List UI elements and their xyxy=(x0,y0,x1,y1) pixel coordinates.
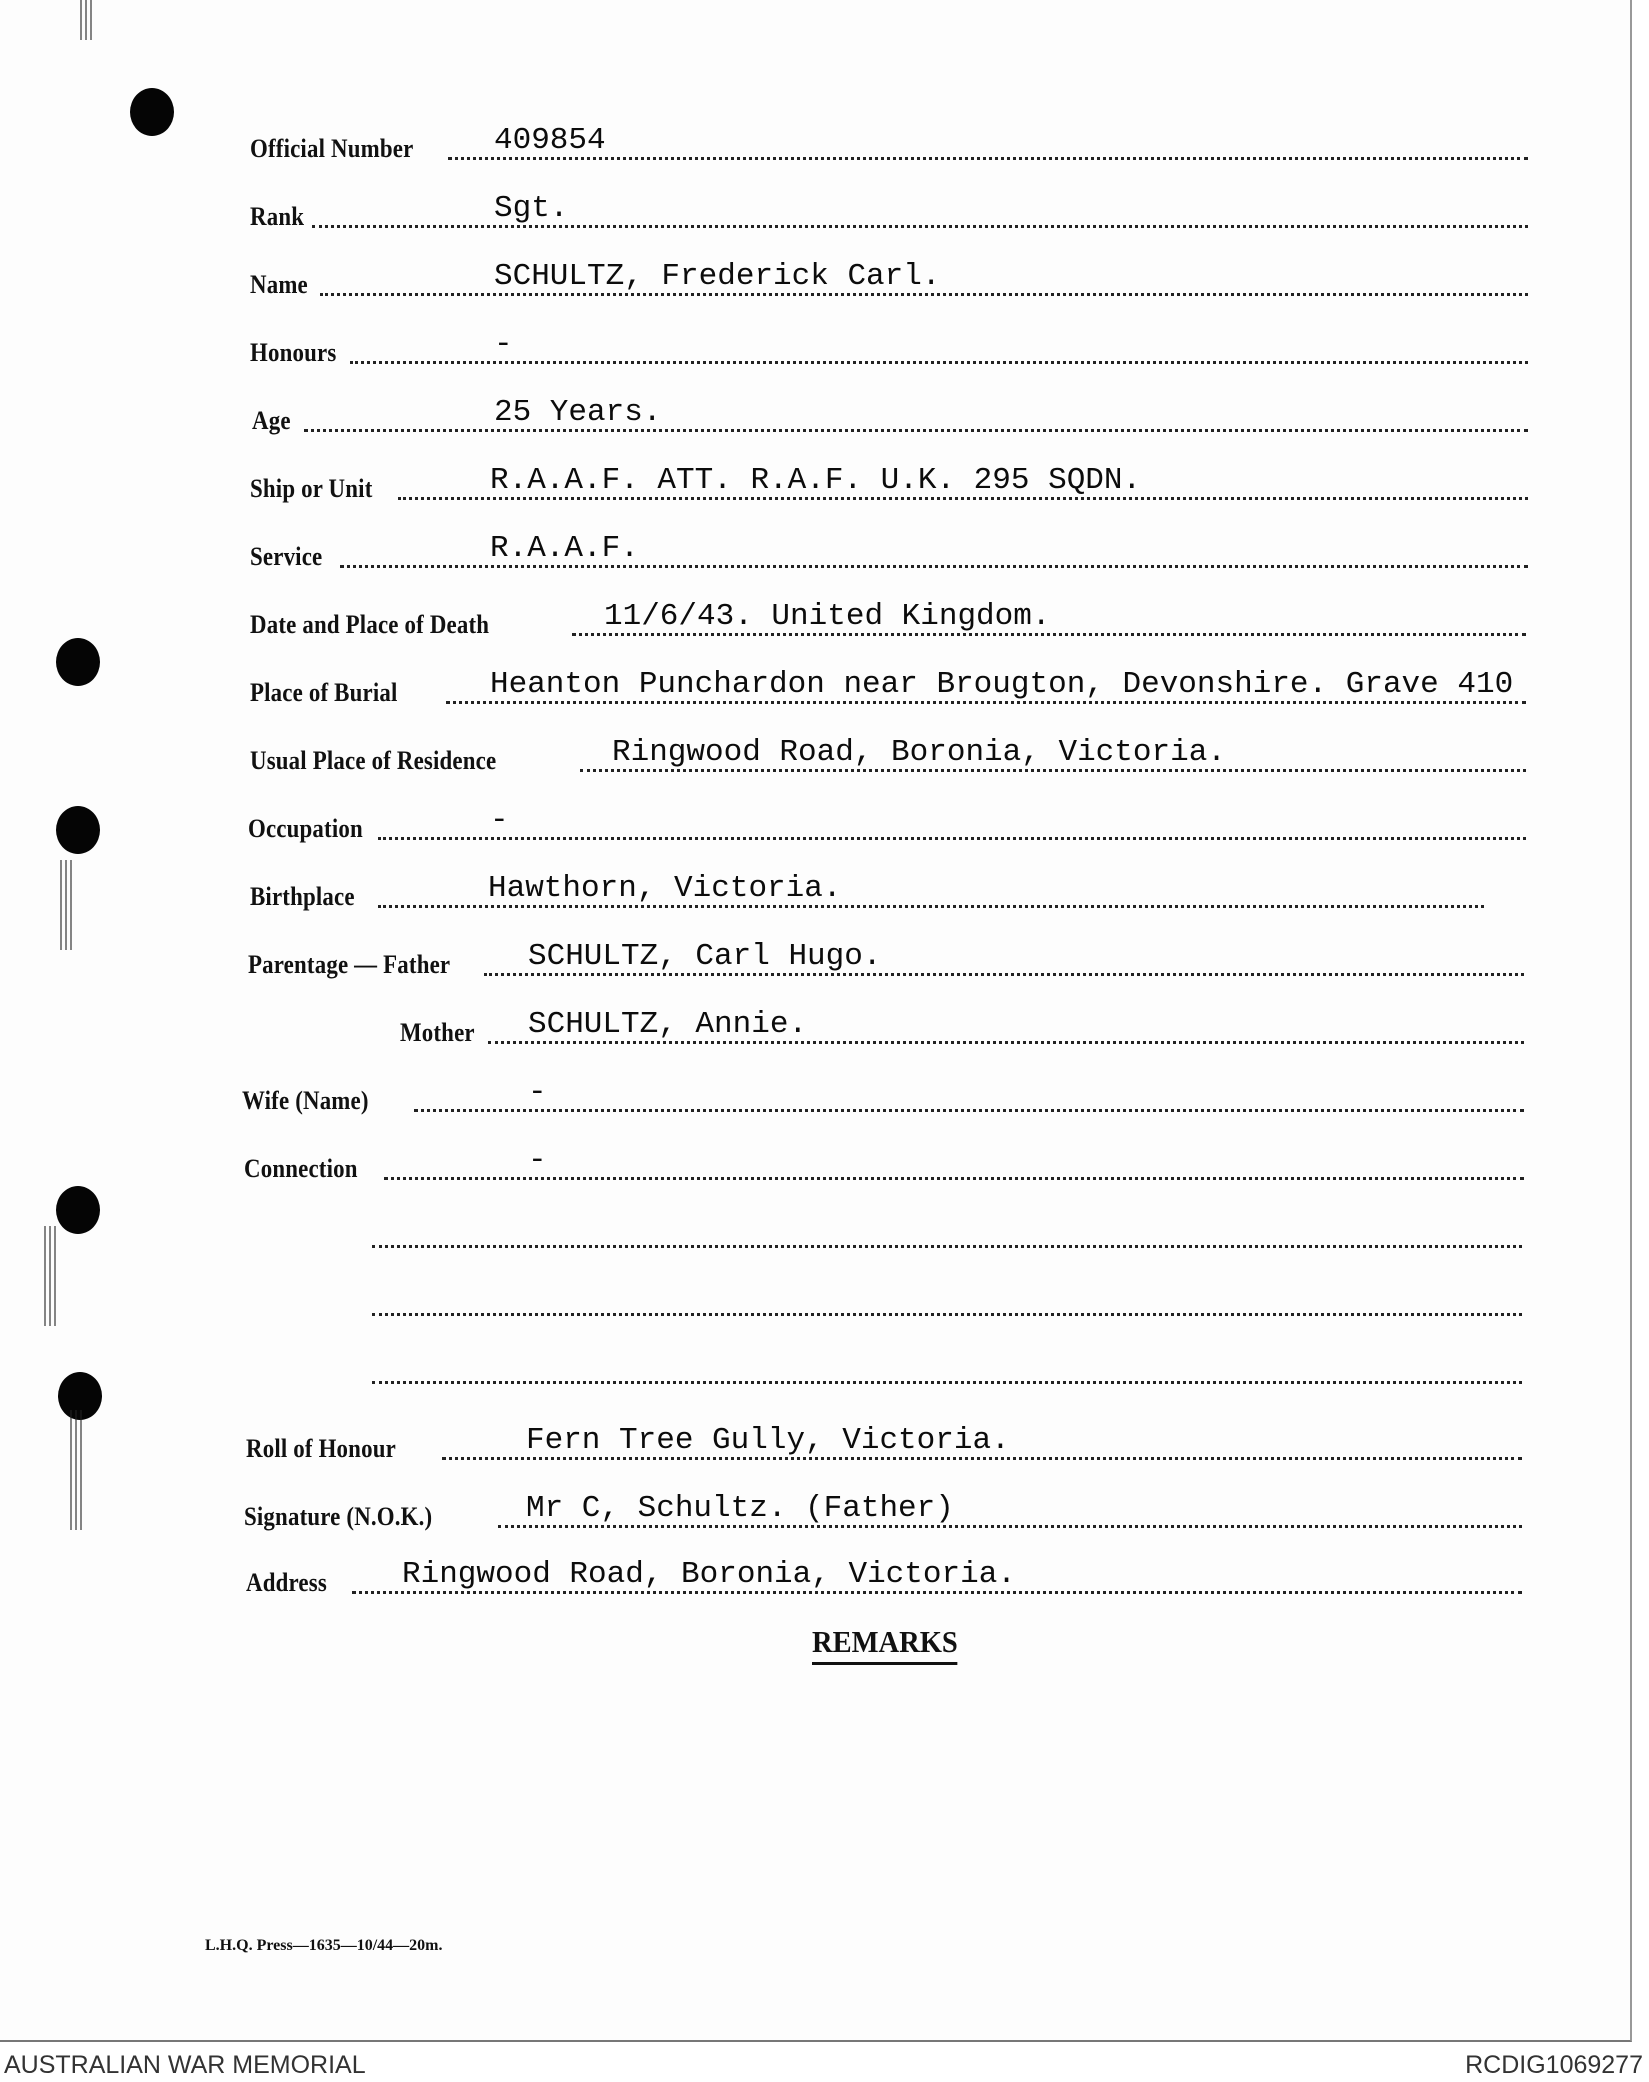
field-value: - xyxy=(490,803,509,838)
field-value: R.A.A.F. ATT. R.A.F. U.K. 295 SQDN. xyxy=(490,463,1142,498)
field-label: Connection xyxy=(244,1154,358,1183)
field-value: Ringwood Road, Boronia, Victoria. xyxy=(612,735,1226,770)
field-label: Mother xyxy=(400,1018,475,1047)
field-value: Sgt. xyxy=(494,191,569,226)
field-label: Place of Burial xyxy=(250,678,398,707)
field-label: Service xyxy=(250,542,323,571)
field-label: Signature (N.O.K.) xyxy=(244,1502,433,1531)
form-row xyxy=(0,248,1630,308)
field-label: Occupation xyxy=(248,814,363,843)
field-value: 11/6/43. United Kingdom. xyxy=(604,599,1051,634)
form-row xyxy=(0,1480,1630,1540)
field-value: 409854 xyxy=(494,123,606,158)
dotted-line xyxy=(384,1177,1524,1180)
field-value: Mr C, Schultz. (Father) xyxy=(526,1491,954,1526)
field-label: Birthplace xyxy=(250,882,355,911)
field-value: 25 Years. xyxy=(494,395,662,430)
form-row xyxy=(0,180,1630,240)
remarks-heading: REMARKS xyxy=(812,1624,958,1665)
field-value: Heanton Punchardon near Brougton, Devonshire. Grave 410 xyxy=(490,667,1514,702)
field-value: - xyxy=(494,327,513,362)
field-value: SCHULTZ, Annie. xyxy=(528,1007,808,1042)
form-row xyxy=(0,112,1630,172)
field-value: SCHULTZ, Carl Hugo. xyxy=(528,939,882,974)
form-row xyxy=(0,928,1630,988)
dotted-line xyxy=(372,1381,1522,1384)
form-row xyxy=(0,520,1630,580)
form-row xyxy=(0,996,1630,1056)
form-row xyxy=(0,792,1630,852)
archive-id: RCDIG1069277 xyxy=(1465,2051,1643,2079)
form-row xyxy=(0,384,1630,444)
form-row xyxy=(0,860,1630,920)
archive-name: AUSTRALIAN WAR MEMORIAL xyxy=(4,2051,366,2079)
form-row xyxy=(0,1336,1630,1396)
form-row xyxy=(0,1132,1630,1192)
form-row xyxy=(0,452,1630,512)
dotted-line xyxy=(414,1109,1524,1112)
field-label: Date and Place of Death xyxy=(250,610,490,639)
field-label: Name xyxy=(250,270,308,299)
field-label: Ship or Unit xyxy=(250,474,373,503)
form-row xyxy=(0,1268,1630,1328)
archive-footer xyxy=(0,2048,1649,2082)
field-value: Fern Tree Gully, Victoria. xyxy=(526,1423,1010,1458)
dotted-line xyxy=(304,429,1528,432)
field-label: Official Number xyxy=(250,134,414,163)
dotted-line xyxy=(378,837,1526,840)
dotted-line xyxy=(350,361,1528,364)
print-note: L.H.Q. Press—1635—10/44—20m. xyxy=(205,1937,443,1954)
scan-smear xyxy=(80,0,94,40)
form-row xyxy=(0,1200,1630,1260)
dotted-line xyxy=(372,1313,1522,1316)
dotted-line xyxy=(372,1245,1522,1248)
field-value: R.A.A.F. xyxy=(490,531,639,566)
field-label: Parentage — Father xyxy=(248,950,451,979)
field-label: Age xyxy=(252,406,291,435)
field-label: Roll of Honour xyxy=(246,1434,396,1463)
form-row xyxy=(0,656,1630,716)
form-row xyxy=(0,1546,1630,1606)
form-row xyxy=(0,1412,1630,1472)
form-row xyxy=(0,1064,1630,1124)
field-value: Hawthorn, Victoria. xyxy=(488,871,842,906)
field-label: Honours xyxy=(250,338,337,367)
form-row xyxy=(0,724,1630,784)
dotted-line xyxy=(448,157,1528,160)
field-label: Rank xyxy=(250,202,305,231)
field-value: - xyxy=(528,1075,547,1110)
field-value: Ringwood Road, Boronia, Victoria. xyxy=(402,1557,1016,1592)
field-label: Address xyxy=(246,1568,327,1597)
form-row xyxy=(0,588,1630,648)
form-row xyxy=(0,316,1630,376)
field-value: - xyxy=(528,1143,547,1178)
field-value: SCHULTZ, Frederick Carl. xyxy=(494,259,941,294)
field-label: Wife (Name) xyxy=(242,1086,369,1115)
field-label: Usual Place of Residence xyxy=(250,746,497,775)
